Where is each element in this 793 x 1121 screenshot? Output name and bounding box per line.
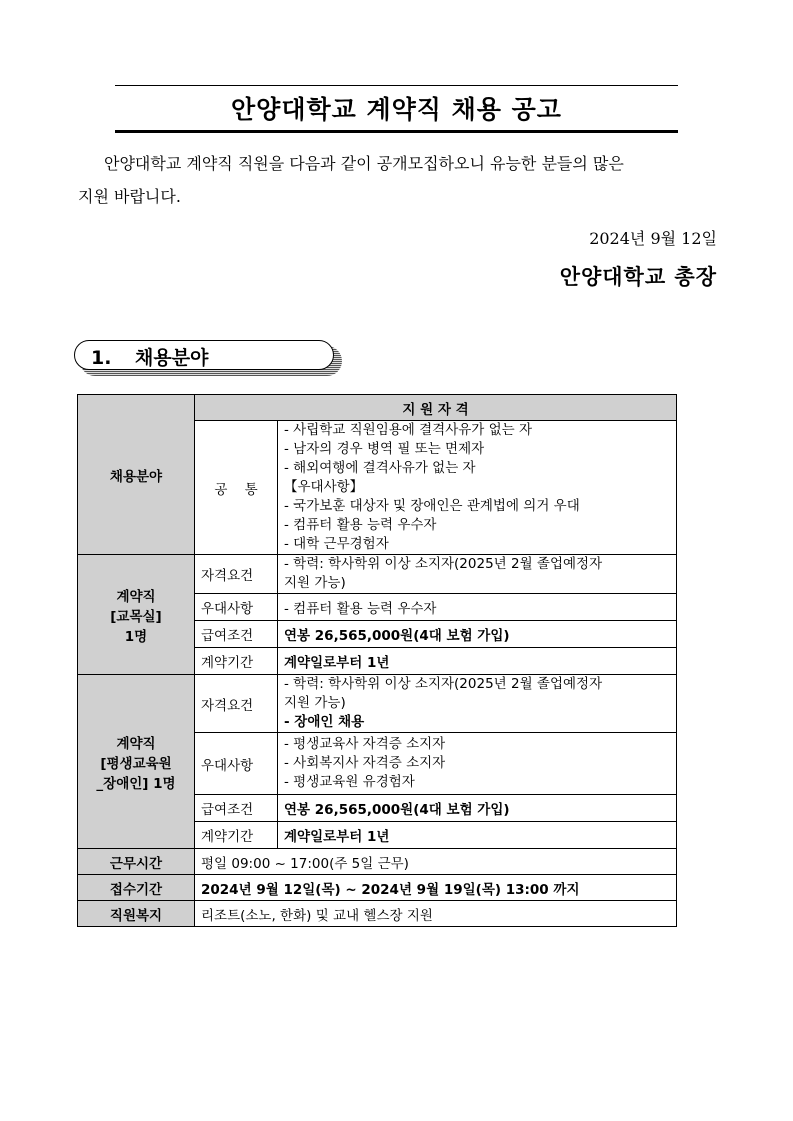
work-hours-label: 근무시간 [78,849,195,875]
welfare-label: 직원복지 [78,901,195,927]
title-top-rule [115,85,678,86]
job2-pref-label: 우대사항 [195,733,278,795]
welfare-value: 리조트(소노, 한화) 및 교내 헬스장 지원 [195,901,677,927]
application-row [78,875,677,901]
job2-period-value: 계약일로부터 1년 [278,822,677,849]
work-hours-row [78,849,677,875]
job1-pref-value: - 컴퓨터 활용 능력 우수자 [278,594,677,621]
common-label-cell [195,421,278,555]
common-item: - 대학 근무경험자 [284,536,389,552]
common-item: - 남자의 경우 병역 필 또는 면제자 [284,441,485,457]
job2-salary-value: 연봉 26,565,000원(4대 보험 가입) [278,795,677,822]
job1-period-label: 계약기간 [195,648,278,675]
job2-req-line3: - 장애인 채용 [284,714,365,730]
common-item: 【우대사항】 [284,479,364,495]
job1-req-label: 자격요건 [195,555,278,594]
job1-pref-label: 우대사항 [195,594,278,621]
intro-paragraph [78,147,718,213]
field-label: 채용분야 [109,468,163,485]
job2-req-row [78,675,677,733]
qualification-header [195,395,677,421]
notice-title: 안양대학교 계약직 채용 공고 [231,95,562,124]
intro-line2: 지원 바랍니다. [78,187,181,206]
job1-req-row [78,555,677,594]
job2-name-line2: [평생교육원 [100,755,172,772]
application-value: 2024년 9월 12일(목) ~ 2024년 9월 19일(목) 13:00 까지 [195,875,677,901]
job2-name-cell [78,675,195,849]
job2-pref-item: - 사회복지사 자격증 소지자 [284,755,446,771]
intro-line1: 안양대학교 계약직 직원을 다음과 같이 공개모집하오니 유능한 분들의 많은 [104,154,624,173]
common-item: - 사립학교 직원임용에 결격사유가 없는 자 [284,422,533,438]
common-item: - 컴퓨터 활용 능력 우수자 [284,517,437,533]
common-item: - 국가보훈 대상자 및 장애인은 관계법에 의거 우대 [284,498,580,514]
job1-name-line3: 1명 [124,628,148,645]
job2-pref-item: - 평생교육원 유경험자 [284,774,415,790]
section-title: 채용분야 [135,347,209,369]
job1-salary-value: 연봉 26,565,000원(4대 보험 가입) [278,621,677,648]
common-label: 공 통 [214,481,258,498]
notice-signer: 안양대학교 총장 [559,265,717,289]
welfare-row [78,901,677,927]
job1-name-line1: 계약직 [116,588,156,605]
common-items-cell [278,421,677,555]
section-number: 1. [91,347,112,369]
job2-req-line2: 지원 가능) [284,695,346,711]
job1-req-cell [278,555,677,594]
job2-req-label: 자격요건 [195,675,278,733]
job2-salary-label: 급여조건 [195,795,278,822]
job2-period-label: 계약기간 [195,822,278,849]
work-hours-value: 평일 09:00 ~ 17:00(주 5일 근무) [195,849,677,875]
job1-salary-label: 급여조건 [195,621,278,648]
application-label: 접수기간 [78,875,195,901]
section-heading [74,340,344,378]
job1-req-line2: 지원 가능) [284,575,346,591]
job2-req-cell [278,675,677,733]
job1-req-line1: - 학력: 학사학위 이상 소지자(2025년 2월 졸업예정자 [284,556,603,572]
job2-pref-item: - 평생교육사 자격증 소지자 [284,736,446,752]
job2-pref-cell [278,733,677,795]
qualification-header-text: 지 원 자 격 [402,401,469,418]
job2-req-line1: - 학력: 학사학위 이상 소지자(2025년 2월 졸업예정자 [284,676,603,692]
job1-period-value: 계약일로부터 1년 [278,648,677,675]
section-heading-box [74,340,334,370]
job2-name-line3: _장애인] 1명 [96,775,176,792]
notice-date: 2024년 9월 12일 [589,229,717,248]
common-item: - 해외여행에 결격사유가 없는 자 [284,460,476,476]
job2-name-line1: 계약직 [116,735,156,752]
field-label-cell [78,395,195,555]
job1-name-line2: [교목실] [110,608,162,625]
job1-name-cell [78,555,195,675]
table-header-row [78,395,677,421]
title-bottom-rule [115,130,678,133]
recruitment-table [77,394,677,927]
